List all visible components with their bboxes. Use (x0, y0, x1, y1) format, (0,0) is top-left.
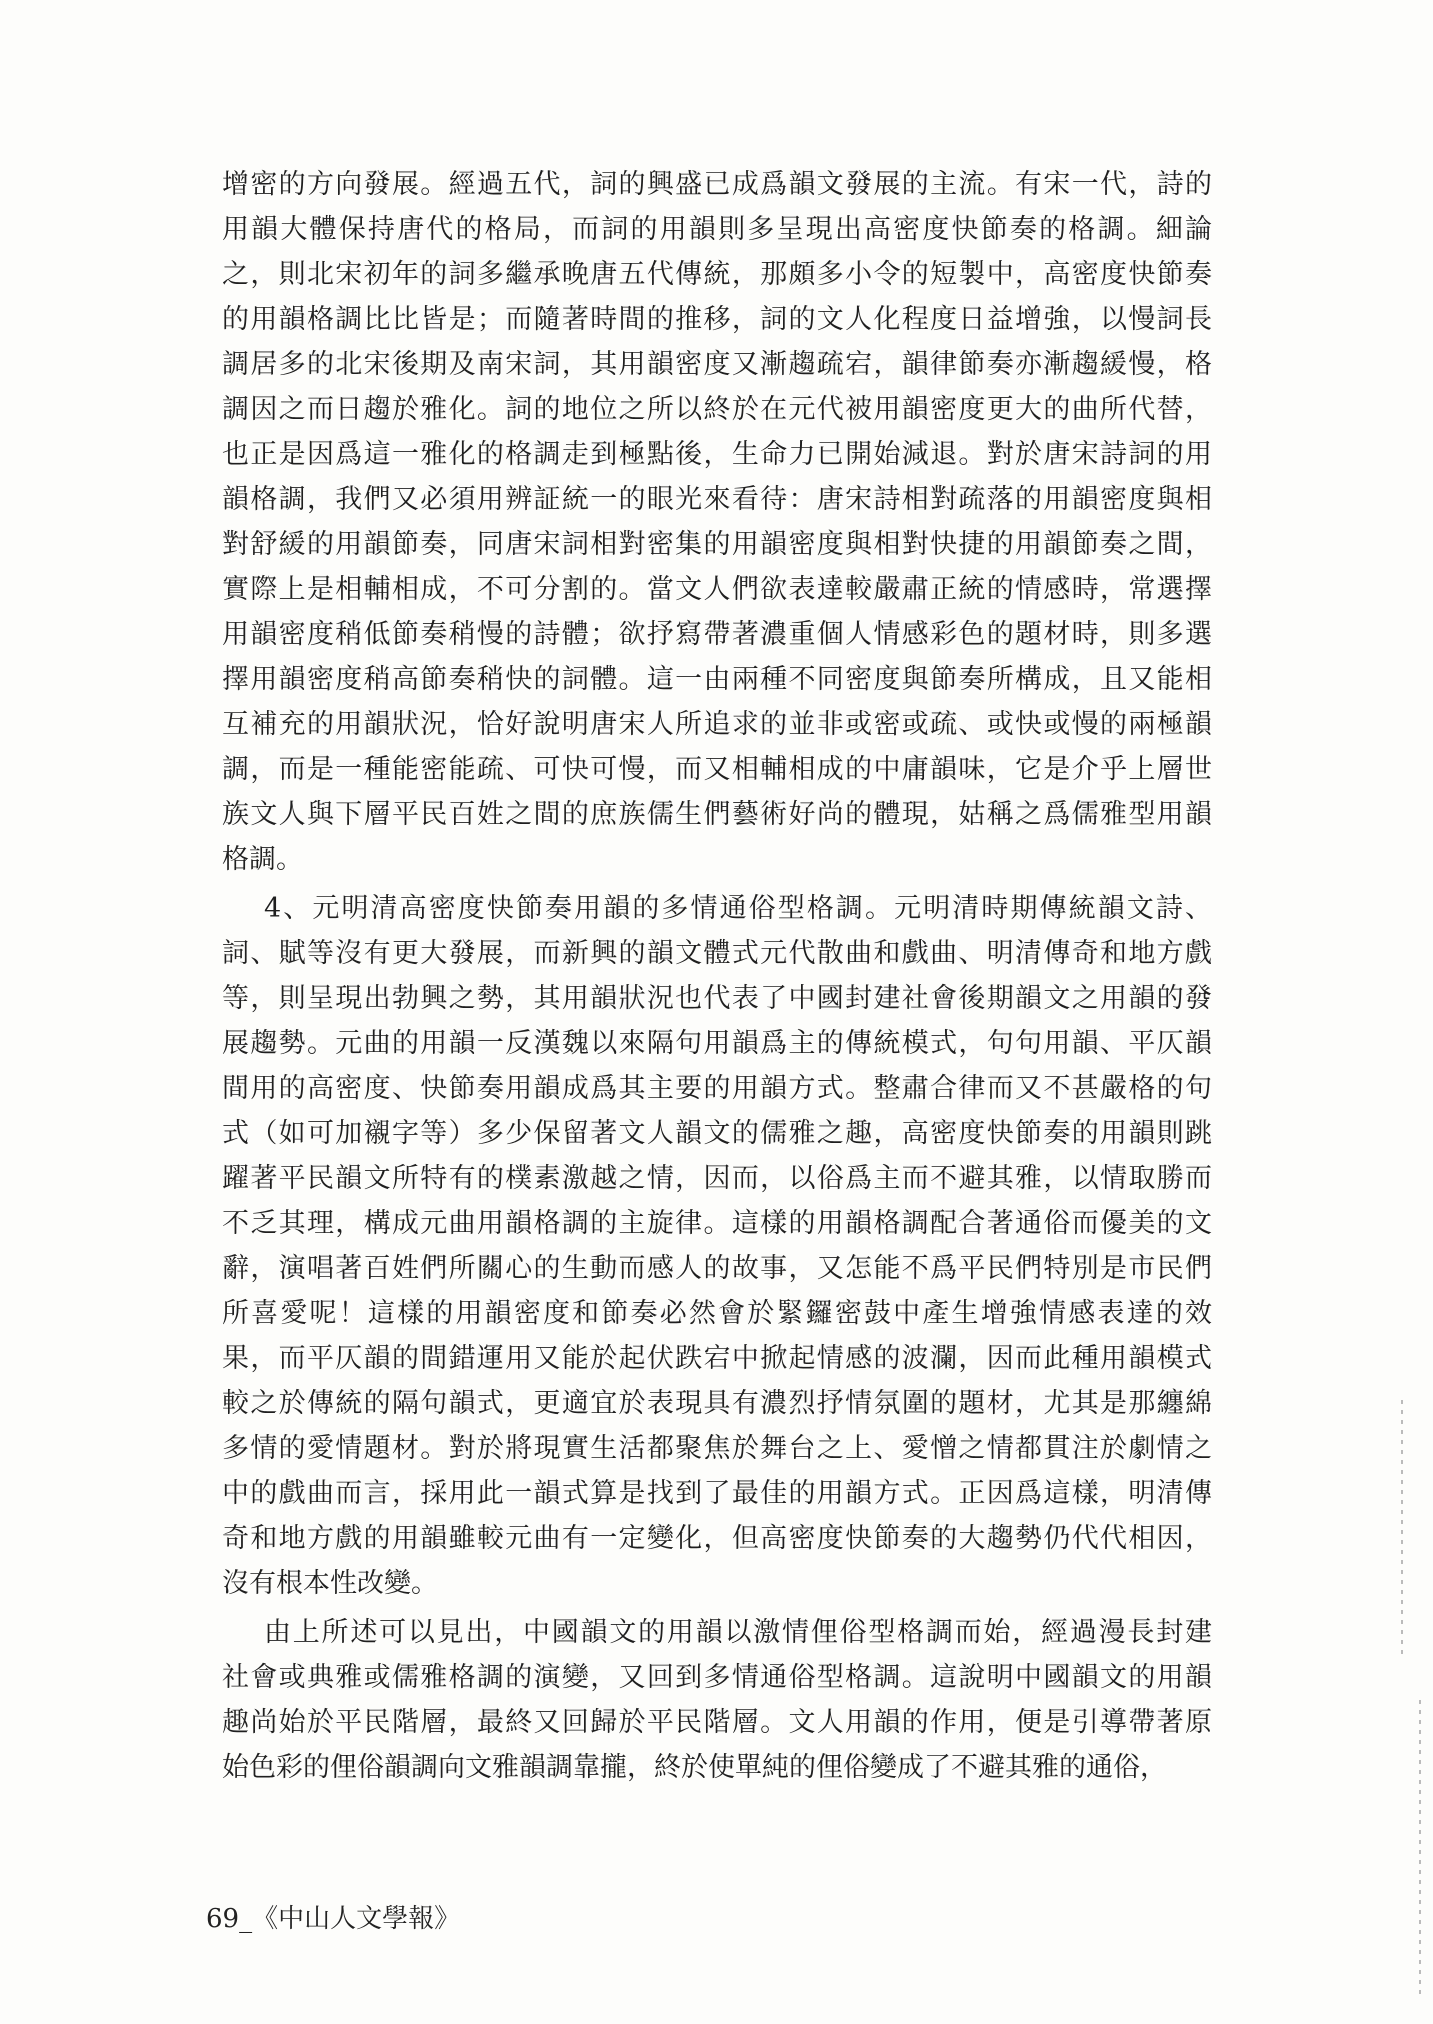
text-line: 社會或典雅或儒雅格調的演變，又回到多情通俗型格調。這說明中國韻文的用韻 (222, 1662, 1212, 1693)
text-line: 詞、賦等沒有更大發展，而新興的韻文體式元代散曲和戲曲、明清傳奇和地方戲 (222, 938, 1212, 969)
text-line: 較之於傳統的隔句韻式，更適宜於表現具有濃烈抒情氛圍的題材，尤其是那纏綿 (222, 1388, 1212, 1419)
text-line: 互補充的用韻狀況，恰好說明唐宋人所追求的並非或密或疏、或快或慢的兩極韻 (222, 709, 1212, 740)
text-line: 始色彩的俚俗韻調向文雅韻調靠攏，終於使單純的俚俗變成了不避其雅的通俗， (222, 1752, 1167, 1783)
scan-edge-mark (1419, 1700, 1421, 2000)
text-line: 奇和地方戲的用韻雖較元曲有一定變化，但高密度快節奏的大趨勢仍代代相因， (222, 1523, 1212, 1554)
text-line: 式（如可加襯字等）多少保留著文人韻文的儒雅之趣，高密度快節奏的用韻則跳 (222, 1118, 1212, 1149)
text-line: 沒有根本性改變。 (222, 1568, 438, 1599)
text-line: 調因之而日趨於雅化。詞的地位之所以終於在元代被用韻密度更大的曲所代替， (222, 394, 1212, 425)
text-line: 展趨勢。元曲的用韻一反漢魏以來隔句用韻爲主的傳統模式，句句用韻、平仄韻 (222, 1028, 1212, 1059)
scan-edge-mark (1401, 1400, 1403, 1660)
text-line: 等，則呈現出勃興之勢，其用韻狀況也代表了中國封建社會後期韻文之用韻的發 (222, 983, 1212, 1014)
text-line: 間用的高密度、快節奏用韻成爲其主要的用韻方式。整肅合律而又不甚嚴格的句 (222, 1073, 1212, 1104)
text-line: 趣尚始於平民階層，最終又回歸於平民階層。文人用韻的作用，便是引導帶著原 (222, 1707, 1212, 1738)
text-line: 多情的愛情題材。對於將現實生活都聚焦於舞台之上、愛憎之情都貫注於劇情之 (222, 1433, 1212, 1464)
paragraph (222, 1610, 1212, 1790)
text-line: 中的戲曲而言，採用此一韻式算是找到了最佳的用韻方式。正因爲這樣，明清傳 (222, 1478, 1212, 1509)
text-line: 之，則北宋初年的詞多繼承晚唐五代傳統，那頗多小令的短製中，高密度快節奏 (222, 259, 1212, 290)
text-line: 由上所述可以見出，中國韻文的用韻以激情俚俗型格調而始，經過漫長封建 (264, 1617, 1212, 1648)
text-line: 辭，演唱著百姓們所關心的生動而感人的故事，又怎能不爲平民們特別是市民們 (222, 1253, 1212, 1284)
text-line: 躍著平民韻文所特有的樸素激越之情，因而，以俗爲主而不避其雅，以情取勝而 (222, 1163, 1212, 1194)
text-line: 族文人與下層平民百姓之間的庶族儒生們藝術好尚的體現，姑稱之爲儒雅型用韻 (222, 799, 1212, 830)
text-line: 所喜愛呢！這樣的用韻密度和節奏必然會於緊鑼密鼓中產生增強情感表達的效 (222, 1298, 1212, 1329)
text-line: 對舒緩的用韻節奏，同唐宋詞相對密集的用韻密度與相對快捷的用韻節奏之間， (222, 529, 1212, 560)
text-line: 4、元明清高密度快節奏用韻的多情通俗型格調。元明清時期傳統韻文詩、 (264, 893, 1212, 924)
text-line: 果，而平仄韻的間錯運用又能於起伏跌宕中掀起情感的波瀾，因而此種用韻模式 (222, 1343, 1212, 1374)
text-line: 實際上是相輔相成，不可分割的。當文人們欲表達較嚴肅正統的情感時，常選擇 (222, 574, 1212, 605)
paragraph (222, 886, 1212, 1606)
text-line: 韻格調，我們又必須用辨証統一的眼光來看待：唐宋詩相對疏落的用韻密度與相 (222, 484, 1212, 515)
text-line: 的用韻格調比比皆是；而隨著時間的推移，詞的文人化程度日益增強，以慢詞長 (222, 304, 1212, 335)
text-line: 不乏其理，構成元曲用韻格調的主旋律。這樣的用韻格調配合著通俗而優美的文 (222, 1208, 1212, 1239)
text-line: 用韻大體保持唐代的格局，而詞的用韻則多呈現出高密度快節奏的格調。細論 (222, 214, 1212, 245)
text-line: 增密的方向發展。經過五代，詞的興盛已成爲韻文發展的主流。有宋一代，詩的 (222, 169, 1212, 200)
text-line: 用韻密度稍低節奏稍慢的詩體；欲抒寫帶著濃重個人情感彩色的題材時，則多選 (222, 619, 1212, 650)
page-footer: 69_《中山人文學報》 (206, 1904, 461, 1934)
text-line: 格調。 (222, 844, 303, 875)
text-line: 調居多的北宋後期及南宋詞，其用韻密度又漸趨疏宕，韻律節奏亦漸趨緩慢，格 (222, 349, 1212, 380)
paragraph (222, 162, 1212, 882)
body-text (222, 162, 1212, 1794)
text-line: 也正是因爲這一雅化的格調走到極點後，生命力已開始減退。對於唐宋詩詞的用 (222, 439, 1212, 470)
text-line: 調，而是一種能密能疏、可快可慢，而又相輔相成的中庸韻味，它是介乎上層世 (222, 754, 1212, 785)
text-line: 擇用韻密度稍高節奏稍快的詞體。這一由兩種不同密度與節奏所構成，且又能相 (222, 664, 1212, 695)
